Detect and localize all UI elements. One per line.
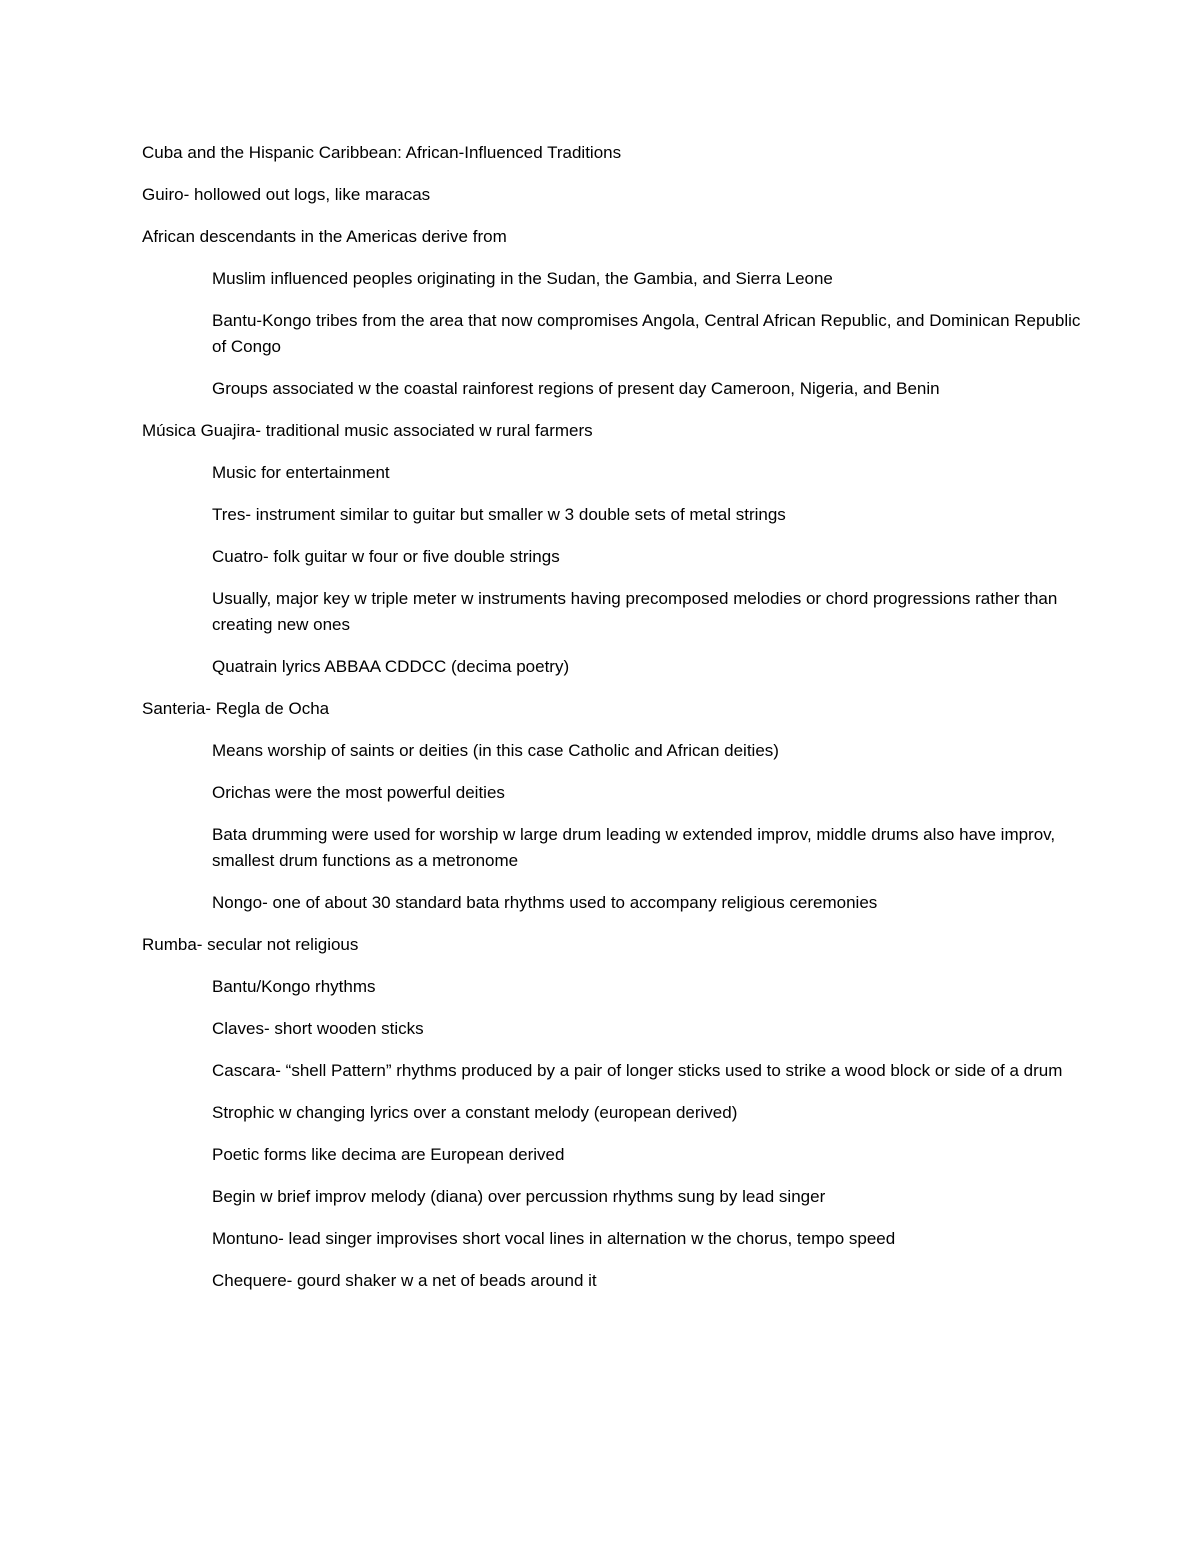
paragraph: Música Guajira- traditional music associated w rural farmers xyxy=(142,421,593,440)
indented-paragraph: Bantu-Kongo tribes from the area that now compromises Angola, Central African Republic, and Dominican Republic of Congo xyxy=(212,311,1081,356)
indented-paragraph: Bantu/Kongo rhythms xyxy=(212,977,376,996)
indented-paragraph: Poetic forms like decima are European derived xyxy=(212,1145,565,1164)
paragraph: African descendants in the Americas derive from xyxy=(142,227,507,246)
indented-paragraph: Usually, major key w triple meter w instruments having precomposed melodies or chord progressions rather than creating new ones xyxy=(212,589,1058,634)
indented-paragraph: Music for entertainment xyxy=(212,463,390,482)
indented-paragraph: Chequere- gourd shaker w a net of beads around it xyxy=(212,1271,597,1290)
indented-paragraph: Cuatro- folk guitar w four or five double strings xyxy=(212,547,560,566)
indented-paragraph: Orichas were the most powerful deities xyxy=(212,783,505,802)
indented-paragraph: Claves- short wooden sticks xyxy=(212,1019,424,1038)
indented-paragraph: Begin w brief improv melody (diana) over percussion rhythms sung by lead singer xyxy=(212,1187,826,1206)
indented-paragraph: Cascara- “shell Pattern” rhythms produced by a pair of longer sticks used to strike a wood block or side of a drum xyxy=(212,1061,1063,1080)
paragraph: Guiro- hollowed out logs, like maracas xyxy=(142,185,431,204)
indented-paragraph: Bata drumming were used for worship w large drum leading w extended improv, middle drums also have improv, smallest drum functions as a metronome xyxy=(212,825,1056,870)
indented-paragraph: Groups associated w the coastal rainforest regions of present day Cameroon, Nigeria, and Benin xyxy=(212,379,940,398)
paragraph: Cuba and the Hispanic Caribbean: African-Influenced Traditions xyxy=(142,143,622,162)
indented-paragraph: Montuno- lead singer improvises short vocal lines in alternation w the chorus, tempo speed xyxy=(212,1229,896,1248)
indented-paragraph: Quatrain lyrics ABBAA CDDCC (decima poetry) xyxy=(212,657,570,676)
indented-paragraph: Tres- instrument similar to guitar but smaller w 3 double sets of metal strings xyxy=(212,505,786,524)
indented-paragraph: Strophic w changing lyrics over a constant melody (european derived) xyxy=(212,1103,738,1122)
paragraph: Rumba- secular not religious xyxy=(142,935,359,954)
document-body xyxy=(142,140,1082,1310)
indented-paragraph: Nongo- one of about 30 standard bata rhythms used to accompany religious ceremonies xyxy=(212,893,878,912)
indented-paragraph: Muslim influenced peoples originating in the Sudan, the Gambia, and Sierra Leone xyxy=(212,269,833,288)
paragraph: Santeria- Regla de Ocha xyxy=(142,699,330,718)
indented-paragraph: Means worship of saints or deities (in this case Catholic and African deities) xyxy=(212,741,779,760)
